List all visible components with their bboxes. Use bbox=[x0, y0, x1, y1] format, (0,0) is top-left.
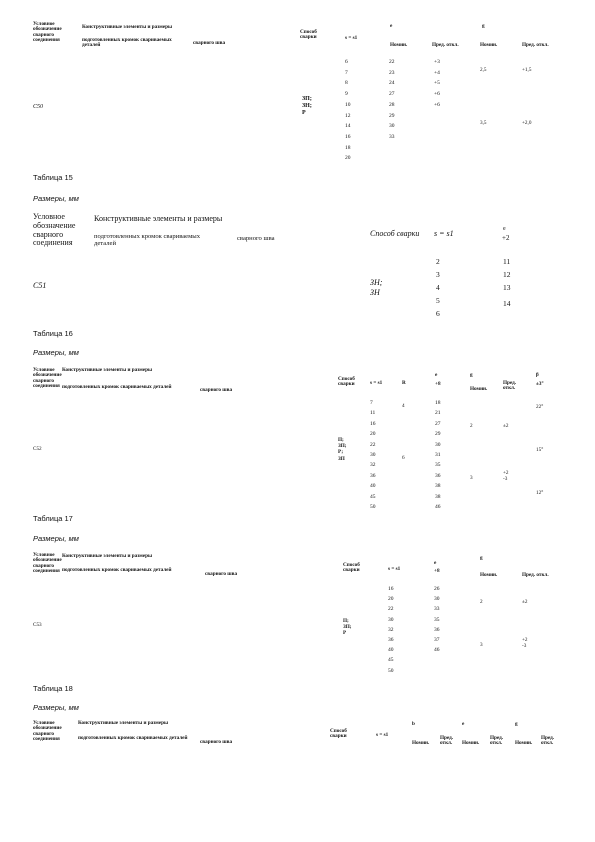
header-nominal: Номин. bbox=[412, 740, 430, 746]
header-nominal: Номин. bbox=[470, 386, 488, 392]
table-cell: 3 bbox=[480, 642, 483, 648]
table-cell: 3,5 bbox=[480, 120, 487, 126]
header-deviation: Пред. откл. bbox=[503, 380, 517, 392]
units-label: Размеры, мм bbox=[33, 703, 79, 712]
table-cell: 9 bbox=[345, 91, 348, 98]
header-e-deviation: +8 bbox=[434, 568, 440, 574]
table-cell: 10 bbox=[345, 101, 351, 108]
header-prepared: подготовленных кромок свариваемых деталей bbox=[78, 735, 188, 741]
header-e: e bbox=[435, 372, 438, 378]
weld-method: ЗН; ЗН bbox=[370, 278, 383, 297]
table-cell: ±2 bbox=[503, 423, 509, 429]
table-cell: 4 bbox=[402, 403, 405, 409]
table-cell: 14 bbox=[345, 123, 351, 130]
table-cell: 2 bbox=[470, 423, 473, 429]
header-method: Способ сварки bbox=[330, 728, 347, 740]
table-cell: +2,0 bbox=[522, 120, 532, 126]
table-cell: 2,5 bbox=[480, 67, 487, 73]
header-prepared: подготовленных кромок свариваемых деталей bbox=[62, 384, 172, 390]
header-designation: Условное обозначение сварного соединения bbox=[33, 720, 62, 743]
header-s: s = s1 bbox=[345, 35, 358, 41]
s-column: 2 3 4 5 6 bbox=[436, 257, 440, 318]
table-cell: 2 bbox=[480, 599, 483, 605]
units-label: Размеры, мм bbox=[33, 348, 79, 357]
table-cell: 12 bbox=[345, 112, 351, 119]
header-deviation: Пред. откл. bbox=[522, 572, 549, 578]
e-column: 22 23 24 27 28 29 30 33 bbox=[389, 59, 395, 140]
table-cell: +2 -3 bbox=[522, 637, 528, 649]
header-weld: сварного шва bbox=[200, 387, 233, 393]
header-designation: Условное обозначение сварного соединения bbox=[33, 552, 62, 575]
header-weld: сварного шва bbox=[200, 739, 233, 745]
header-elements: Конструктивные элементы и размеры bbox=[62, 553, 153, 559]
header-e: e bbox=[390, 23, 393, 29]
weld-code: С51 bbox=[33, 281, 47, 290]
header-s: s = s1 bbox=[370, 380, 383, 386]
header-designation: Условное обозначение сварного соединения bbox=[33, 367, 62, 390]
table-cell: 20 bbox=[345, 155, 351, 162]
header-method: Способ сварки bbox=[300, 29, 317, 41]
weld-code: С53 bbox=[33, 622, 42, 628]
header-deviation: Пред. откл. bbox=[432, 42, 459, 48]
header-elements: Конструктивные элементы и размеры bbox=[94, 214, 223, 223]
header-prepared: подготовленных кромок свариваемых деталей bbox=[94, 233, 200, 247]
header-s: s = s1 bbox=[388, 566, 401, 572]
table-title: Таблица 16 bbox=[33, 329, 73, 338]
header-nominal: Номин. bbox=[462, 740, 480, 746]
header-elements: Конструктивные элементы и размеры bbox=[78, 720, 169, 726]
header-weld: сварного шва bbox=[237, 235, 275, 242]
header-elements: Конструктивные элементы и размеры bbox=[82, 24, 173, 30]
units-label: Размеры, мм bbox=[33, 534, 79, 543]
header-e-deviation: +8 bbox=[435, 381, 441, 387]
table-title: Таблица 18 bbox=[33, 684, 73, 693]
header-beta: β bbox=[536, 372, 539, 378]
table-title: Таблица 15 bbox=[33, 173, 73, 182]
units-label: Размеры, мм bbox=[33, 194, 79, 203]
weld-method: П; ЗП; Р; ЗП bbox=[338, 437, 347, 462]
weld-method: ЗП; ЗН; Р bbox=[302, 96, 312, 117]
s-column: 7 11 16 20 22 30 32 36 40 45 50 bbox=[370, 400, 376, 511]
table-cell: 6 bbox=[402, 455, 405, 461]
header-e-deviation: +2 bbox=[502, 234, 510, 242]
header-g: g bbox=[515, 721, 518, 727]
e-deviation-column: +3 +4 +5 +6 +6 bbox=[434, 59, 440, 108]
header-nominal: Номин. bbox=[390, 42, 408, 48]
table-cell: 16 bbox=[345, 133, 351, 140]
weld-code: С52 bbox=[33, 446, 42, 452]
header-method: Способ сварки bbox=[338, 376, 355, 388]
table-cell: 18 bbox=[345, 144, 351, 151]
header-s: s = s1 bbox=[434, 229, 454, 238]
e-column: 26 30 33 35 36 37 46 bbox=[434, 586, 440, 654]
table-cell: 15° bbox=[536, 447, 544, 453]
header-nominal: Номин. bbox=[480, 572, 498, 578]
s-column: 16 20 22 30 32 36 40 45 50 bbox=[388, 586, 394, 674]
table-cell: ±2 bbox=[522, 599, 528, 605]
header-weld: сварного шва bbox=[205, 571, 238, 577]
header-method: Способ сварки bbox=[343, 562, 360, 574]
header-s: s = s1 bbox=[376, 732, 389, 738]
header-designation: Условное обозначение сварного соединения bbox=[33, 212, 76, 248]
weld-code: С50 bbox=[33, 104, 44, 110]
header-g: g bbox=[480, 555, 483, 561]
table-cell: 22° bbox=[536, 404, 544, 410]
header-deviation: Пред. откл. bbox=[440, 735, 454, 747]
header-nominal: Номин. bbox=[515, 740, 533, 746]
header-beta-deviation: ±3° bbox=[536, 381, 544, 387]
header-designation: Условное обозначение сварного соединения bbox=[33, 21, 62, 44]
header-b: b bbox=[412, 721, 415, 727]
header-g: g bbox=[482, 23, 485, 29]
table-cell: +1,5 bbox=[522, 67, 532, 73]
header-method: Способ сварки bbox=[370, 229, 420, 238]
s-column bbox=[345, 57, 351, 164]
header-prepared: подготовленных кромок свариваемых деталей bbox=[82, 37, 172, 49]
header-prepared: подготовленных кромок свариваемых деталей bbox=[62, 567, 172, 573]
header-elements: Конструктивные элементы и размеры bbox=[62, 367, 153, 373]
e-column: 18 21 27 29 30 31 35 36 38 38 46 bbox=[435, 400, 441, 511]
header-g: g bbox=[470, 372, 473, 378]
header-e: e bbox=[503, 226, 506, 232]
table-cell: 8 bbox=[345, 80, 348, 87]
header-deviation: Пред. откл. bbox=[541, 735, 555, 747]
header-weld: сварного шва bbox=[193, 40, 226, 46]
header-R: R bbox=[402, 380, 406, 386]
table-cell: 12° bbox=[536, 490, 544, 496]
header-deviation: Пред. откл. bbox=[522, 42, 549, 48]
weld-method: П; ЗП; Р bbox=[343, 618, 352, 637]
header-e: e bbox=[462, 721, 465, 727]
table-title: Таблица 17 bbox=[33, 514, 73, 523]
table-cell: 6 bbox=[345, 59, 348, 65]
header-nominal: Номин. bbox=[480, 42, 498, 48]
e-column: 11 12 13 14 bbox=[503, 257, 511, 308]
table-cell: 7 bbox=[345, 69, 348, 76]
table-cell: 3 bbox=[470, 475, 473, 481]
table-cell: +2 -3 bbox=[503, 470, 509, 482]
header-e: e bbox=[434, 560, 437, 566]
header-deviation: Пред. откл. bbox=[490, 735, 504, 747]
